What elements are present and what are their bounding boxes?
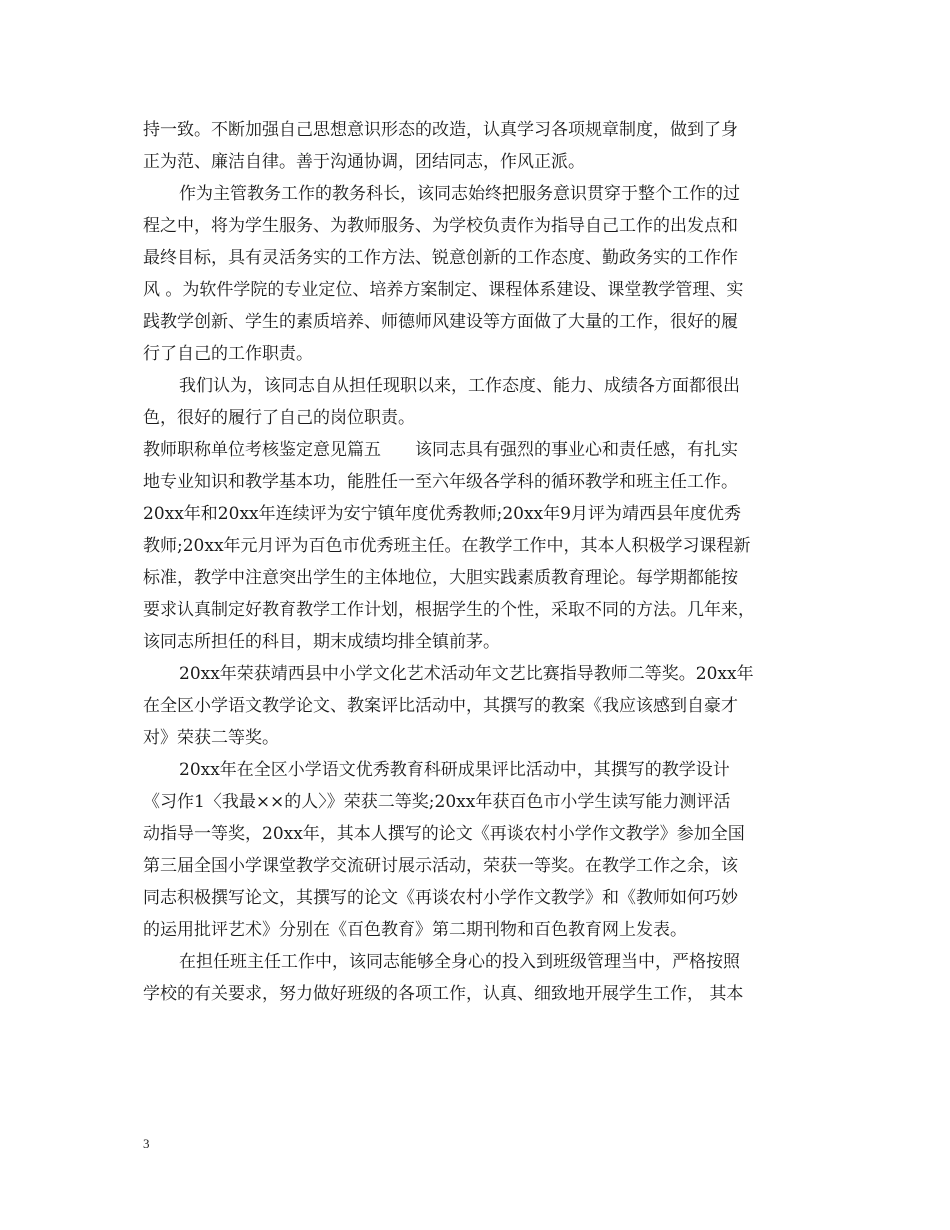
text-line: 的运用批评艺术》分别在《百色教育》第二期刊物和百色教育网上发表。 — [143, 920, 687, 940]
text-line: 标准，教学中注意突出学生的主体地位，大胆实践素质教育理论。每学期都能按 — [143, 568, 738, 588]
document-body — [143, 114, 813, 1010]
text-line: 践教学创新、学生的素质培养、师德师风建设等方面做了大量的工作，很好的履 — [143, 312, 738, 332]
text-line: 色，很好的履行了自己的岗位职责。 — [143, 408, 415, 428]
text-line: 在全区小学语文教学论文、教案评比活动中，其撰写的教案《我应该感到自豪才 — [143, 696, 738, 716]
text-line: 在担任班主任工作中，该同志能够全身心的投入到班级管理当中，严格按照 — [179, 952, 740, 972]
text-line: 20xx年荣获靖西县中小学文化艺术活动年文艺比赛指导教师二等奖。20xx年 — [179, 664, 754, 684]
text-line: 程之中，将为学生服务、为教师服务、为学校负责作为指导自己工作的出发点和 — [143, 216, 738, 236]
text-line: 风 。为软件学院的专业定位、培养方案制定、课程体系建设、课堂教学管理、实 — [143, 280, 744, 300]
text-line: 地专业知识和教学基本功，能胜任一至六年级各学科的循环教学和班主任工作。 — [143, 472, 738, 492]
text-line: 行了自己的工作职责。 — [143, 344, 313, 364]
text-line: 持一致。不断加强自己思想意识形态的改造，认真学习各项规章制度，做到了身 — [143, 120, 738, 140]
text-line: 作为主管教务工作的教务科长，该同志始终把服务意识贯穿于整个工作的过 — [179, 184, 740, 204]
text-line: 动指导一等奖，20xx年，其本人撰写的论文《再谈农村小学作文教学》参加全国 — [143, 824, 745, 844]
text-line: 第三届全国小学课堂教学交流研讨展示活动，荣获一等奖。在教学工作之余，该 — [143, 856, 738, 876]
text-line: 要求认真制定好教育教学工作计划，根据学生的个性，采取不同的方法。几年来， — [143, 600, 755, 620]
text-line: 对》荣获二等奖。 — [143, 728, 279, 748]
text-line: 该同志所担任的科目，期末成绩均排全镇前茅。 — [143, 632, 500, 652]
text-line: 《习作1〈我最××的人〉》荣获二等奖;20xx年获百色市小学生读写能力测评活 — [143, 792, 731, 812]
text-line: 正为范、廉洁自律。善于沟通协调，团结同志，作风正派。 — [143, 152, 585, 172]
text-line: 教师;20xx年元月评为百色市优秀班主任。在教学工作中，其本人积极学习课程新 — [143, 536, 751, 556]
text-line: 20xx年在全区小学语文优秀教育科研成果评比活动中，其撰写的教学设计 — [179, 760, 730, 780]
page-number: 3 — [143, 1136, 150, 1151]
text-line: 20xx年和20xx年连续评为安宁镇年度优秀教师;20xx年9月评为靖西县年度优秀 — [143, 504, 741, 524]
text-line: 教师职称单位考核鉴定意见篇五 该同志具有强烈的事业心和责任感，有扎实 — [143, 440, 738, 460]
text-line: 学校的有关要求，努力做好班级的各项工作，认真、细致地开展学生工作， 其本 — [143, 984, 744, 1004]
text-line: 我们认为，该同志自从担任现职以来，工作态度、能力、成绩各方面都很出 — [179, 376, 740, 396]
text-line: 同志积极撰写论文，其撰写的论文《再谈农村小学作文教学》和《教师如何巧妙 — [143, 888, 738, 908]
text-line: 最终目标，具有灵活务实的工作方法、锐意创新的工作态度、勤政务实的工作作 — [143, 248, 738, 268]
